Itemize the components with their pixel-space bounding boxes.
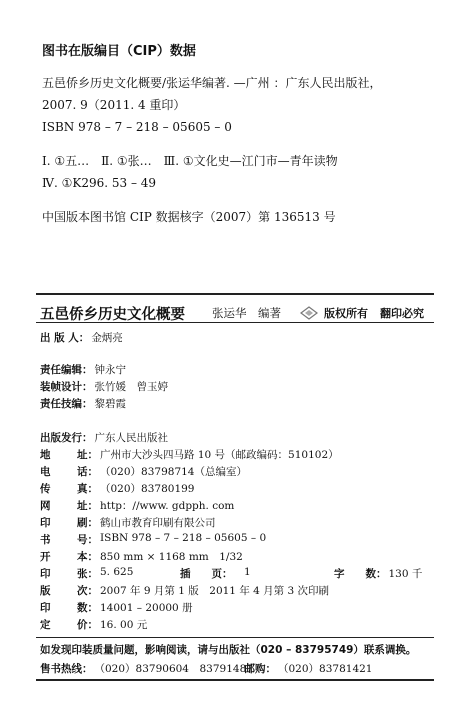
rights-notice bbox=[300, 305, 424, 321]
cip-subject-2: Ⅳ. ①K296. 53 – 49 bbox=[42, 176, 157, 190]
book-title: 五邑侨乡历史文化概要 bbox=[40, 307, 185, 323]
words-label: 字 数： bbox=[334, 568, 387, 580]
issue-row bbox=[40, 430, 168, 445]
book-number-row bbox=[40, 532, 266, 547]
edition-label: 版 次： bbox=[40, 585, 98, 597]
format-value: 850 mm × 1168 mm 1/32 bbox=[100, 551, 243, 563]
cip-isbn: ISBN 978 – 7 – 218 – 05605 – 0 bbox=[42, 120, 232, 134]
cip-line-2: 2007. 9（2011. 4 重印） bbox=[42, 98, 186, 112]
book-number-label: 书 号： bbox=[40, 534, 98, 546]
rights-reserved: 版权所有 bbox=[324, 307, 368, 320]
technical-editor-value: 黎碧霞 bbox=[94, 398, 126, 410]
cip-line-1: 五邑侨乡历史文化概要/张运华编著. —广州 ：广东人民出版社， bbox=[42, 76, 382, 90]
format-label: 开 本： bbox=[40, 551, 98, 563]
plates-value: 1 bbox=[244, 566, 251, 578]
format-row bbox=[40, 549, 243, 564]
website-value: http：//www. gdpph. com bbox=[100, 500, 235, 512]
phone-value: （020）83798714（总编室） bbox=[100, 466, 247, 478]
technical-editor-row bbox=[40, 396, 126, 411]
editor-row bbox=[40, 362, 126, 377]
book-number-value: ISBN 978 – 7 – 218 – 05605 – 0 bbox=[100, 532, 267, 544]
publisher-person-value: 金炳亮 bbox=[91, 332, 123, 344]
rights-icon bbox=[300, 306, 318, 320]
sheets-label: 印 张： bbox=[40, 568, 98, 580]
phone-row bbox=[40, 464, 247, 479]
mail-order-number: （020）83781421 bbox=[278, 663, 373, 675]
issue-value: 广东人民出版社 bbox=[94, 432, 168, 444]
website-label: 网 址： bbox=[40, 500, 98, 512]
editor-value: 钟永宁 bbox=[94, 364, 126, 376]
piracy-warning: 翻印必究 bbox=[380, 307, 424, 320]
price-label: 定 价： bbox=[40, 619, 98, 631]
website-row bbox=[40, 498, 234, 513]
mail-order-label: 邮购： bbox=[244, 663, 276, 675]
fax-label: 传 真： bbox=[40, 483, 98, 495]
print-run-row bbox=[40, 600, 193, 615]
header-rule bbox=[36, 322, 434, 323]
plates-label: 插 页： bbox=[180, 568, 233, 580]
publisher-person-row bbox=[40, 330, 123, 345]
printer-value: 鹤山市教育印刷有限公司 bbox=[100, 517, 216, 529]
edition-value: 2007 年 9 月第 1 版 2011 年 4 月第 3 次印刷 bbox=[100, 585, 330, 597]
address-row bbox=[40, 447, 339, 462]
hotline-row bbox=[40, 661, 373, 676]
printer-label: 印 刷： bbox=[40, 517, 98, 529]
words-value: 130 千 bbox=[388, 568, 423, 580]
quality-notice: 如发现印装质量问题，影响阅读，请与出版社（020 – 83795749）联系调换。 bbox=[40, 644, 417, 656]
price-row bbox=[40, 617, 147, 632]
phone-label: 电 话： bbox=[40, 466, 98, 478]
editor-label: 责任编辑： bbox=[40, 364, 93, 376]
fax-row bbox=[40, 481, 195, 496]
printer-row bbox=[40, 515, 216, 530]
top-rule bbox=[36, 293, 434, 295]
address-value: 广州市大沙头四马路 10 号（邮政编码：510102） bbox=[100, 449, 339, 461]
print-run-label: 印 数： bbox=[40, 602, 98, 614]
technical-editor-label: 责任技编： bbox=[40, 398, 93, 410]
author-credit: 张运华 编著 bbox=[212, 306, 281, 320]
designer-value: 张竹媛 曾玉婷 bbox=[94, 381, 168, 393]
bottom-rule bbox=[36, 679, 434, 681]
hotline-numbers: （020）83790604 83791487 bbox=[94, 663, 253, 675]
address-label: 地 址： bbox=[40, 449, 98, 461]
sheets-value: 5. 625 bbox=[100, 566, 134, 578]
publisher-person-label: 出 版 人： bbox=[40, 332, 90, 344]
sheets-row bbox=[40, 566, 422, 581]
designer-row bbox=[40, 379, 168, 394]
hotline-label: 售书热线： bbox=[40, 663, 93, 675]
print-run-value: 14001 – 20000 册 bbox=[100, 602, 193, 614]
footer-rule bbox=[36, 637, 434, 638]
edition-row bbox=[40, 583, 329, 598]
fax-value: （020）83780199 bbox=[100, 483, 195, 495]
cip-verify-number: 中国版本图书馆 CIP 数据核字（2007）第 136513 号 bbox=[42, 210, 336, 224]
cip-title: 图书在版编目（CIP）数据 bbox=[42, 44, 196, 59]
cip-subject-1: Ⅰ. ①五… Ⅱ. ①张… Ⅲ. ①文化史—江门市—青年读物 bbox=[42, 154, 338, 168]
price-value: 16. 00 元 bbox=[100, 619, 148, 631]
issue-label: 出版发行： bbox=[40, 432, 93, 444]
designer-label: 装帧设计： bbox=[40, 381, 93, 393]
